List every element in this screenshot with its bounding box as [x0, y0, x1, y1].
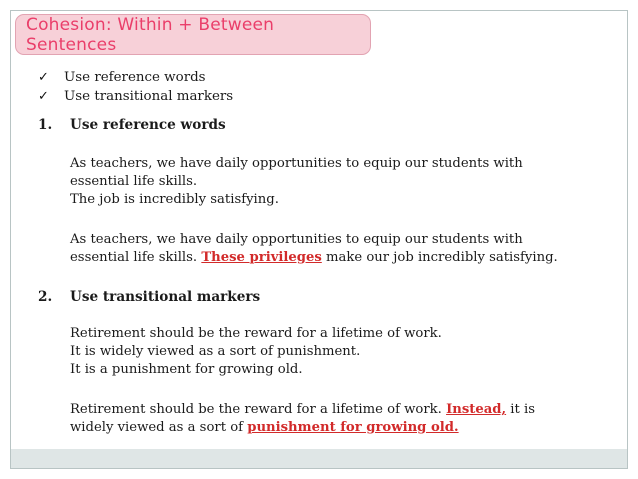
text-line: [70, 401, 535, 419]
section-2-heading: [38, 289, 260, 305]
section-1-example-a: [70, 155, 523, 209]
section-2-example-b: [70, 401, 535, 437]
checkmark-icon: ✓: [38, 89, 49, 104]
text-segment: it is: [510, 402, 535, 417]
text-line: It is a punishment for growing old.: [70, 362, 303, 377]
section-2-number: 2.: [38, 289, 53, 305]
checklist-item-label: Use reference words: [64, 70, 206, 85]
text-segment: Retirement should be the reward for a lifetime of work.: [70, 402, 442, 417]
checklist-item-label: Use transitional markers: [64, 89, 234, 104]
text-segment: widely viewed as a sort of: [70, 420, 244, 435]
slide-title-box: [15, 14, 371, 55]
text-line: [70, 249, 558, 267]
highlighted-reference-phrase: punishment for growing old.: [247, 420, 459, 435]
section-2-title: Use transitional markers: [70, 289, 261, 305]
text-line: As teachers, we have daily opportunities to equip our students with: [70, 156, 523, 171]
text-line: It is widely viewed as a sort of punishment.: [70, 344, 361, 359]
text-line: As teachers, we have daily opportunities to equip our students with: [70, 232, 523, 247]
text-segment: essential life skills.: [70, 250, 198, 265]
text-line: Retirement should be the reward for a lifetime of work.: [70, 326, 442, 341]
text-segment: make our job incredibly satisfying.: [326, 250, 558, 265]
section-1-number: 1.: [38, 117, 53, 133]
section-1-heading: [38, 117, 226, 133]
section-2-example-a: [70, 325, 442, 379]
text-line: The job is incredibly satisfying.: [70, 192, 279, 207]
section-1-title: Use reference words: [70, 117, 226, 133]
slide-title: Cohesion: Within + Between Sentences: [26, 14, 275, 55]
bottom-band: [11, 449, 627, 468]
checklist: [38, 68, 233, 106]
section-1-example-b: [70, 231, 558, 267]
text-line: essential life skills.: [70, 174, 198, 189]
highlighted-transition-word: Instead,: [446, 402, 507, 417]
highlighted-reference-words: These privileges: [201, 250, 322, 265]
checkmark-icon: ✓: [38, 70, 49, 85]
checklist-item: [38, 68, 233, 87]
text-line: [70, 419, 535, 437]
checklist-item: [38, 87, 233, 106]
